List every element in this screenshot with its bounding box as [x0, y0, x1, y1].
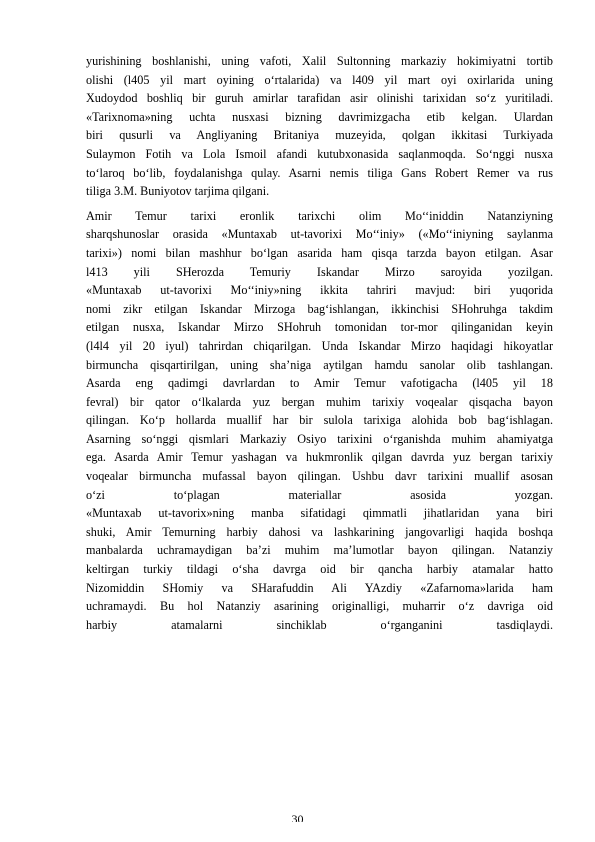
text-line: voqealar birmuncha mufassal bayon qilingan. Ushbu davr tarixini muallif asosan — [86, 469, 553, 484]
text-line: Nizomiddin SHomiy va SHarafuddin Ali YAzdiy «Zafarnoma»larida ham — [86, 580, 553, 595]
text-line: olishi (l405 yil mart oyining o‘rtalarida) va l409 yil mart oyi oxirlarida uning — [86, 72, 553, 87]
text-line: nomi zikr etilgan Iskandar Mirzoga bag‘ishlangan, ikkinchisi SHohruhga takdim — [86, 301, 553, 316]
text-line: Xudoydod boshliq bir guruh amirlar tarafidan asir olinishi tarixidan so‘z yuritiladi. — [86, 91, 553, 106]
text-line: tiliga 3.M. Buniyotov tarjima qilgani. — [86, 184, 270, 199]
text-line: o‘zi to‘plagan materiallar asosida yozgan. — [86, 487, 553, 502]
text-line: ega. Asarda Amir Temur yashagan va hukmronlik qilgan davrda yuz bergan tarixiy — [86, 450, 553, 465]
text-line: «Muntaxab ut-tavorix»ning manba sifatidagi qimmatli jihatlaridan yana biri — [86, 506, 553, 521]
text-line: qilingan. Ko‘p hollarda muallif har bir sulola tarixiga alohida bob bag‘ishlagan. — [86, 413, 553, 428]
text-line: sharqshunoslar orasida «Muntaxab ut-tavorixi Mo‘‘iniy» («Mo‘‘iniyning saylanma — [86, 227, 553, 242]
text-line: Asarning so‘nggi qismlari Markaziy Osiyo tarixini o‘rganishda muhim ahamiyatga — [86, 431, 553, 446]
text-line: fevral) bir qator o‘lkalarda yuz bergan muhim tarixiy voqealar qisqacha bayon — [86, 394, 553, 409]
text-line: manbalarda uchramaydigan ba’zi muhim ma’lumotlar bayon qilingan. Natanziy — [86, 543, 553, 558]
text-line: (l4l4 yil 20 iyul) tahrirdan chiqarilgan. Unda Iskandar Mirzo haqidagi hikoyatlar — [86, 338, 553, 353]
text-line: l413 yili SHerozda Temuriy Iskandar Mirzo saroyida yozilgan. — [86, 264, 553, 279]
text-line: Asarda eng qadimgi davrlardan to Amir Temur vafotigacha (l405 yil 18 — [86, 376, 553, 391]
paragraph-2 — [86, 207, 553, 635]
text-line: uchramaydi. Bu hol Natanziy asarining originalligi, muharrir o‘z davriga oid — [86, 599, 553, 614]
text-line: harbiy atamalarni sinchiklab o‘rganganini tasdiqlaydi. — [86, 617, 553, 632]
text-line: «Tarixnoma»ning uchta nusxasi bizning davrimizgacha etib kelgan. Ulardan — [86, 109, 553, 124]
text-line: shuki, Amir Temurning harbiy dahosi va lashkarining jangovarligi haqida boshqa — [86, 524, 553, 539]
text-line: tarixi») nomi bilan mashhur bo‘lgan asarida ham qisqa tarzda bayon etilgan. Asar — [86, 245, 553, 260]
text-line: Amir Temur tarixi eronlik tarixchi olim Mo‘‘iniddin Natanziyning — [86, 208, 553, 223]
text-line: Sulaymon Fotih va Lola Ismoil afandi kutubxonasida saqlanmoqda. So‘nggi nusxa — [86, 146, 553, 161]
page-number: 30 — [291, 812, 304, 822]
text-line: «Muntaxab ut-tavorixi Mo‘‘iniy»ning ikkita tahriri mavjud: biri yuqorida — [86, 283, 553, 298]
text-line: keltirgan turkiy tildagi o‘sha davrga oid bir qancha harbiy atamalar hatto — [86, 562, 553, 577]
text-line: birmuncha qisqartirilgan, uning sha’niga aytilgan hamdu sanolar olib tashlangan. — [86, 357, 553, 372]
document-page — [86, 52, 553, 640]
text-line: yurishining boshlanishi, uning vafoti, Xalil Sultonning markaziy hokimiyatni tortib — [86, 54, 553, 68]
text-line: biri qusurli va Angliyaning Britaniya muzeyida, qolgan ikkitasi Turkiyada — [86, 128, 553, 143]
text-line: to‘laroq bo‘lib, foydalanishga qulay. Asarni nemis tiliga Gans Robert Remer va rus — [86, 165, 553, 180]
paragraph-1 — [86, 52, 553, 201]
text-line: etilgan nusxa, Iskandar Mirzo SHohruh tomonidan tor-mor qilinganidan keyin — [86, 320, 553, 335]
